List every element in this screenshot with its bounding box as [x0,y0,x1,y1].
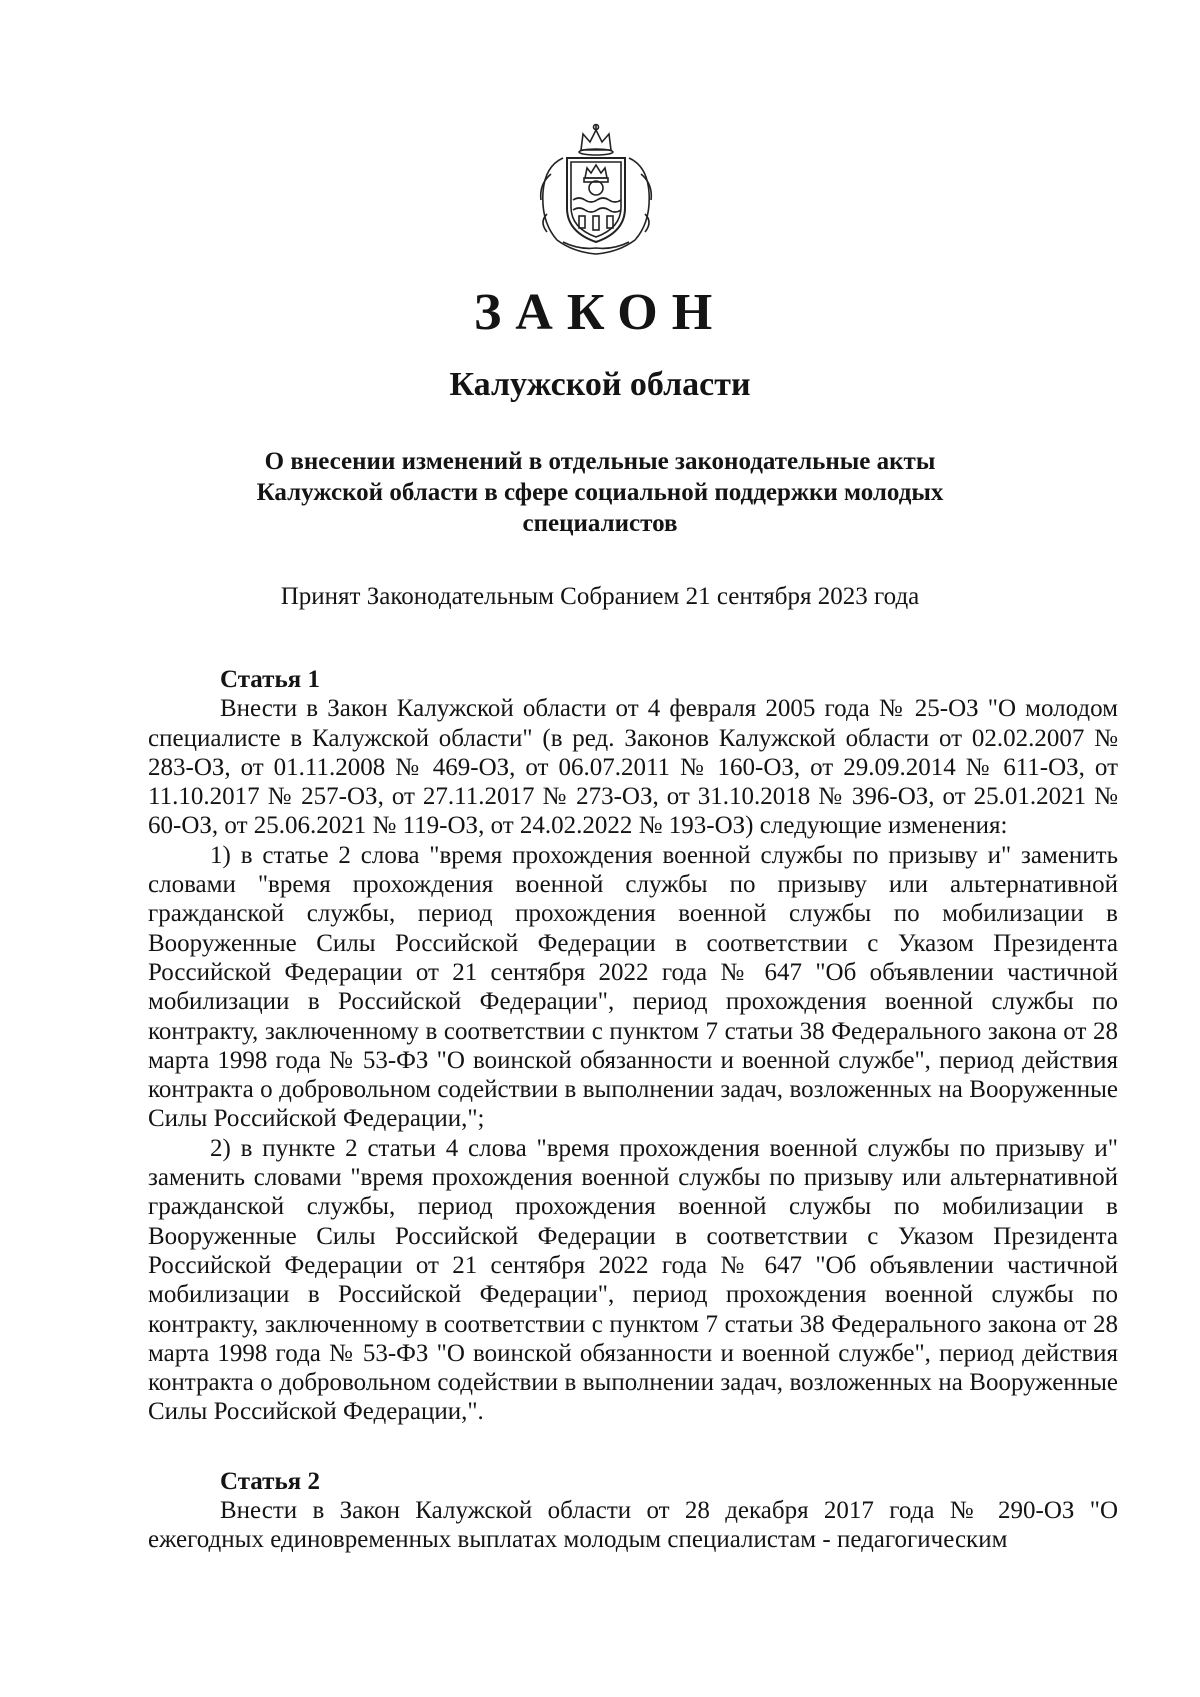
amendment-item: 2) в пункте 2 статьи 4 слова "время прохождения военной службы по призыву и" заменить словами "время прохождения военной службы по призыву или альтернативной гражданской службы, период прохождения военной службы по мобилизации в Вооруженные Силы Российской Федерации в соответствии с Указом Президента Российской Федерации от 21 сентября 2022 года № 647 "Об объявлении частичной мобилизации в Российской Федерации", период прохождения военной службы по контракту, заключенному в соответствии с пунктом 7 статьи 38 Федерального закона от 28 марта 1998 года № 53-ФЗ "О воинской обязанности и военной службе", период действия контракта о добровольном содействии в выполнении задач, возложенных на Вооруженные Силы Российской Федерации,". [148,1134,1118,1426]
kaluga-coat-of-arms-icon [533,122,659,256]
law-title: ЗАКОН [473,284,727,341]
spacer [148,1427,1118,1467]
amendment-item: 1) в статье 2 слова "время прохождения военной службы по призыву и" заменить словами "время прохождения военной службы по призыву или альтернативной гражданской службы, период прохождения военной службы по мобилизации в Вооруженные Силы Российской Федерации в соответствии с Указом Президента Российской Федерации от 21 сентября 2022 года № 647 "Об объявлении частичной мобилизации в Российской Федерации", период прохождения военной службы по контракту, заключенному в соответствии с пунктом 7 статьи 38 Федерального закона от 28 марта 1998 года № 53-ФЗ "О воинской обязанности и военной службе", период действия контракта о добровольном содействии в выполнении задач, возложенных на Вооруженные Силы Российской Федерации,"; [148,841,1118,1133]
region-name: Калужской области [449,366,751,403]
adoption-note: Принят Законодательным Собранием 21 сентября 2023 года [280,583,920,610]
article-heading: Статья 2 [220,1467,320,1495]
law-subject: О внесении изменений в отдельные законодательные акты Калужской области в сфере социальной поддержки молодых специалистов [256,448,944,537]
article-paragraph: Внести в Закон Калужской области от 4 февраля 2005 года № 25-ОЗ "О молодом специалисте в Калужской области" (в ред. Законов Калужской области от 02.02.2007 № 283-ОЗ, от 01.11.2008 № 469-ОЗ, от 06.07.2011 № 160-ОЗ, от 29.09.2014 № 611-ОЗ, от 11.10.2017 № 257-ОЗ, от 27.11.2017 № 273-ОЗ, от 31.10.2018 № 396-ОЗ, от 25.01.2021 № 60-ОЗ, от 25.06.2021 № 119-ОЗ, от 24.02.2022 № 193-ОЗ) следующие изменения: [148,695,1118,840]
law-body [148,665,1118,1555]
article-heading: Статья 1 [220,666,320,693]
article-paragraph: Внести в Закон Калужской области от 28 декабря 2017 года № 290-ОЗ "О ежегодных единовременных выплатах молодым специалистам - педагогическим [148,1497,1118,1554]
